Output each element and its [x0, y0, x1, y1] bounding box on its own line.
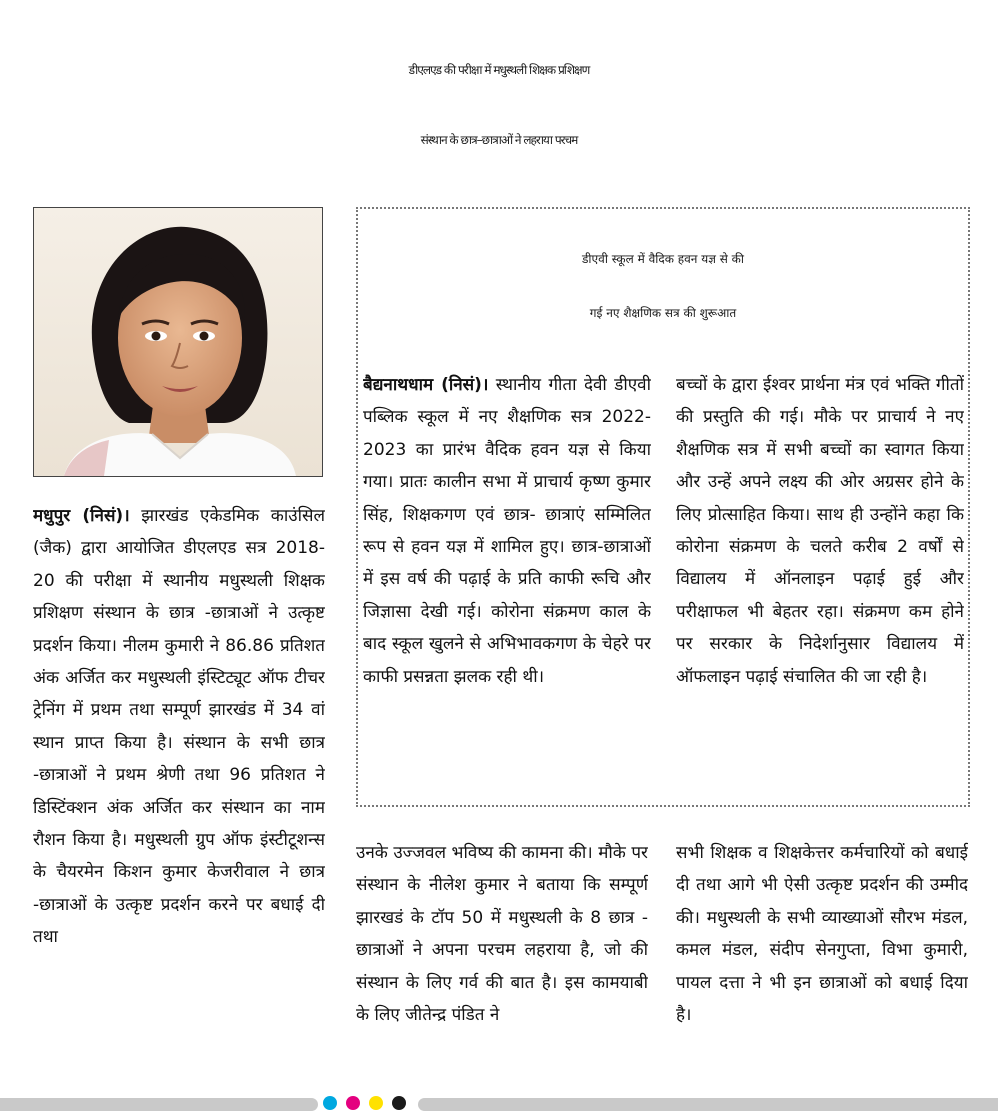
main-headline-line2: संस्थान के छात्र–छात्राओं ने लहराया परचम [420, 133, 578, 147]
story2-body-col1: स्थानीय गीता देवी डीएवी पब्लिक स्कूल में नए शैक्षणिक सत्र 2022-2023 का प्रारंभ वैदिक हवन यज्ञ से किया गया। प्रातः कालीन सभा में प्राचार्य कृष्ण कुमार सिंह, शिक्षकगण एवं छात्र- छात्राएं सम्मिलित रूप से हवन यज्ञ में शामिल हुए। छात्र-छात्राओं में इस वर्ष की पढ़ाई के प्रति काफी रूचि और जिज्ञासा देखी गई। कोरोना संक्रमण काल के बाद स्कूल खुलने से अभिभावकगण के चेहरे पर काफी प्रसन्नता झलक रही थी। [363, 375, 651, 687]
story1-column1 [33, 500, 325, 1060]
story2-dateline: बैद्यनाथधाम (निसं)। [363, 375, 489, 395]
registration-dot-black [392, 1096, 406, 1110]
student-portrait-photo [33, 207, 323, 477]
print-margin-bar [0, 1096, 998, 1111]
registration-dot-cyan [323, 1096, 337, 1110]
margin-bar-left [0, 1098, 318, 1111]
story1-dateline: मधुपुर (निसं)। [33, 506, 130, 526]
story2-column1 [363, 369, 651, 799]
story2-headline-line2: गई नए शैक्षणिक सत्र की शुरूआत [589, 306, 737, 320]
main-headline-line1: डीएलएड की परीक्षा में मधुस्थली शिक्षक प्रशिक्षण [408, 63, 590, 77]
registration-dot-yellow [369, 1096, 383, 1110]
registration-dot-magenta [346, 1096, 360, 1110]
story1-body: झारखंड एकेडमिक काउंसिल (जैक) द्वारा आयोजित डीएलएड सत्र 2018-20 की परीक्षा में स्थानीय मधुस्थली शिक्षक प्रशिक्षण संस्थान के छात्र -छात्राओं ने उत्कृष्ट प्रदर्शन किया। नीलम कुमारी ने 86.86 प्रतिशत अंक अर्जित कर मधुस्थली इंस्टिट्यूट ऑफ टीचर ट्रेनिंग में प्रथम तथा सम्पूर्ण झारखंड में 34 वां स्थान प्राप्त किया है। संस्थान के सभी छात्र -छात्राओं ने प्रथम श्रेणी तथा 96 प्रतिशत ने डिस्टिंक्शन अंक अर्जित कर संस्थान का नाम रौशन किया है। मधुस्थली ग्रुप ऑफ इंस्टीटूशन्स के चैयरमेन किशन कुमार केजरीवाल ने छात्र -छात्राओं के उत्कृष्ट प्रदर्शन करने पर बधाई दी तथा [33, 506, 325, 948]
story2-column2: बच्चों के द्वारा ईश्वर प्रार्थना मंत्र एवं भक्ति गीतों की प्रस्तुति की गई। मौके पर प्राचार्य ने नए शैक्षणिक सत्र में सभी बच्चों का स्वागत किया और उन्हें अपने लक्ष्य की ओर अग्रसर होने के लिए प्रोत्साहित किया। साथ ही उन्होंने कहा कि कोरोना संक्रमण के चलते करीब 2 वर्षों से विद्यालय में ऑनलाइन पढ़ाई हुई और परीक्षाफल भी बेहतर रहा। संक्रमण कम होने पर सरकार के निदेर्शानुसार विद्यालय में ऑफलाइन पढ़ाई संचालित की जा रही है। [676, 375, 964, 687]
margin-bar-right [418, 1098, 998, 1111]
story2-headline-line1: डीएवी स्कूल में वैदिक हवन यज्ञ से की [581, 252, 744, 266]
story1-column2: उनके उज्जवल भविष्य की कामना की। मौके पर संस्थान के नीलेश कुमार ने बताया कि सम्पूर्ण झारखडं के टॉप 50 में मधुस्थली के 8 छात्र - छात्राओं ने अपना परचम लहराया है, जो की संस्थान के लिए गर्व की बात है। इस कामयाबी के लिए जीतेन्द्र पंडित ने [356, 843, 648, 1026]
story1-column3: सभी शिक्षक व शिक्षकेत्तर कर्मचारियों को बधाई दी तथा आगे भी ऐसी उत्कृष्ट प्रदर्शन की उम्मीद की। मधुस्थली के सभी व्याख्याओं सौरभ मंडल, कमल मंडल, संदीप सेनगुप्ता, विभा कुमारी, पायल दत्ता ने भी इन छात्राओं को बधाई दिया है। [676, 843, 968, 1026]
